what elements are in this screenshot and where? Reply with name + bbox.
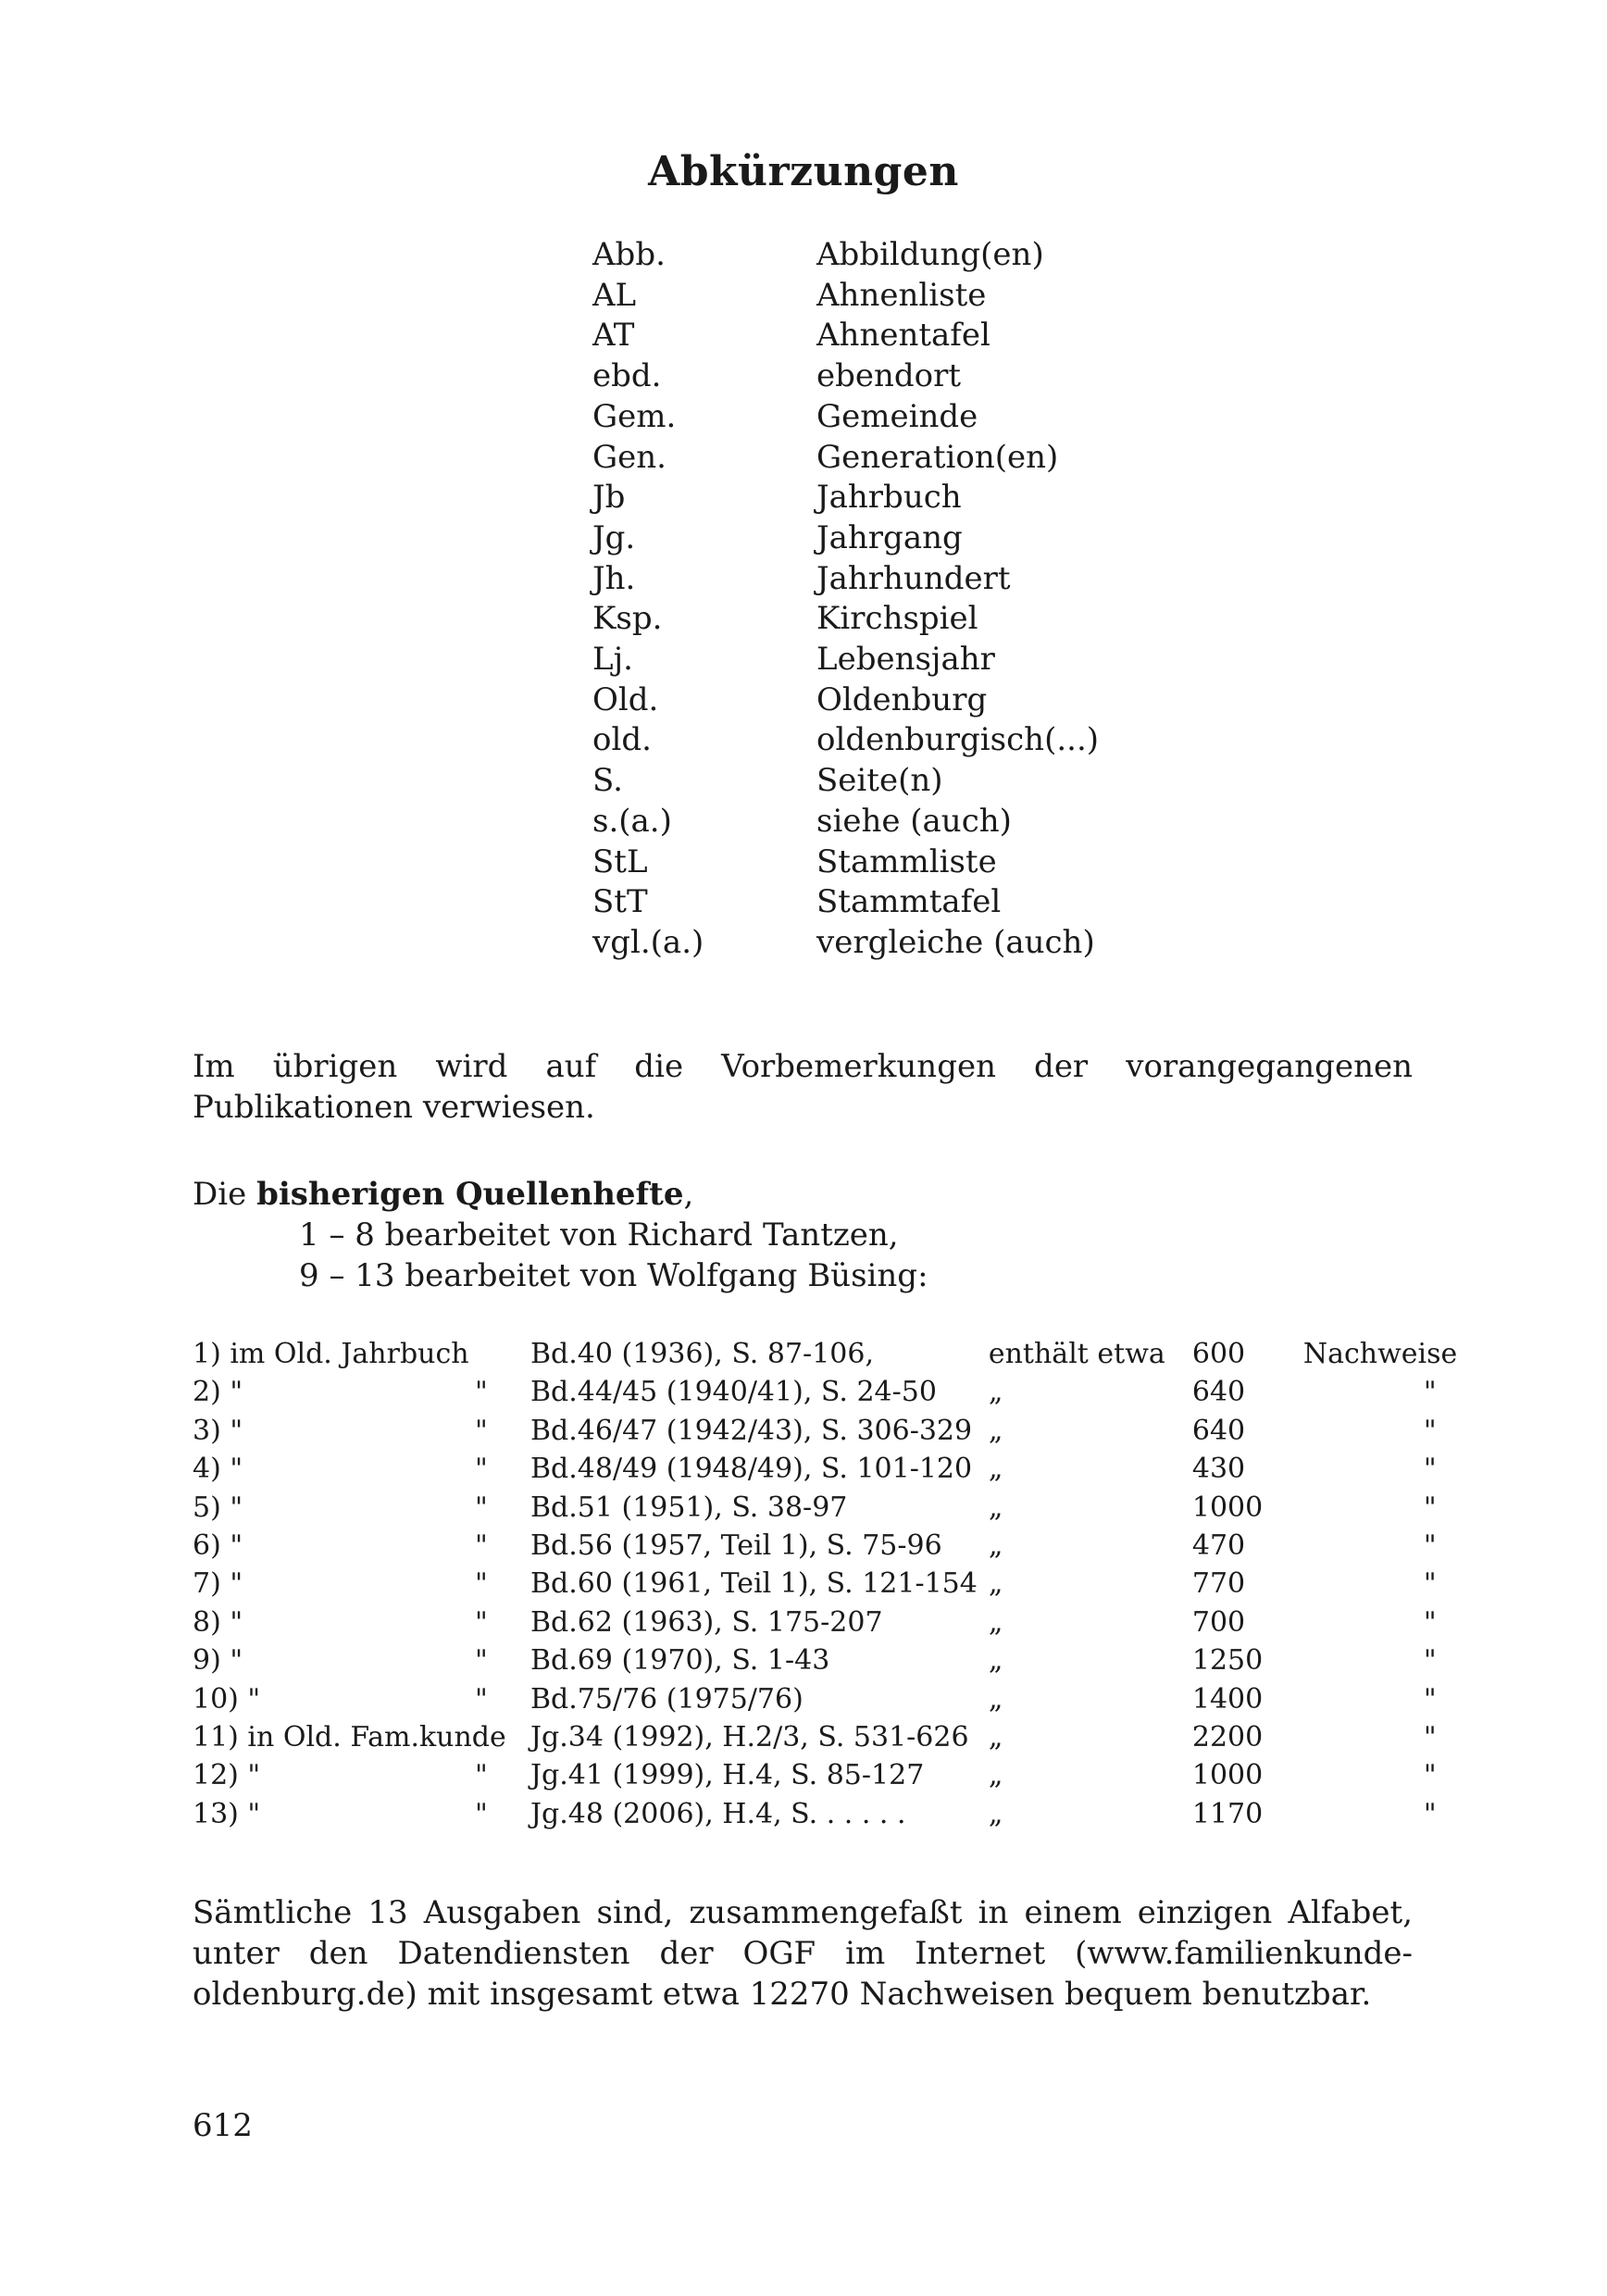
source-ditto-mark: " — [475, 1414, 488, 1447]
abbreviation-row — [592, 923, 1099, 964]
abbreviation-row — [592, 761, 1099, 802]
abbreviation-meaning: Stammliste — [816, 842, 997, 880]
abbreviation-meaning: Gemeinde — [816, 397, 978, 435]
source-ditto-mark: " — [475, 1376, 488, 1409]
source-count: 1400 — [1191, 1682, 1264, 1716]
source-number — [193, 1335, 530, 1373]
source-reference: Jg.48 (2006), H.4, S. . . . . . — [530, 1797, 906, 1830]
source-note: enthält etwa — [988, 1338, 1165, 1370]
abbreviation-term: StT — [592, 883, 648, 921]
source-row — [193, 1489, 1590, 1527]
abbreviation-term: Lj. — [592, 641, 633, 679]
abbreviation-meaning: ebendort — [816, 357, 962, 395]
source-row — [193, 1565, 1590, 1603]
source-number-label: 8) " — [193, 1605, 243, 1639]
source-row — [193, 1527, 1590, 1565]
abbreviation-meaning: siehe (auch) — [816, 802, 1012, 840]
abbreviation-meaning: Ahnentafel — [816, 317, 990, 355]
abbreviation-meaning: Seite(n) — [816, 762, 943, 800]
source-unit: " — [1423, 1414, 1437, 1447]
abbreviation-term: Abb. — [592, 236, 666, 273]
source-unit: " — [1423, 1682, 1437, 1716]
source-ditto-mark: " — [475, 1567, 488, 1601]
source-note: „ — [988, 1644, 1003, 1678]
source-row — [193, 1795, 1590, 1833]
source-note: „ — [988, 1682, 1003, 1716]
source-count: 1250 — [1191, 1644, 1264, 1678]
source-note: „ — [988, 1759, 1003, 1792]
source-reference: Bd.56 (1957, Teil 1), S. 75-96 — [530, 1529, 942, 1563]
source-row — [193, 1450, 1590, 1488]
sources-heading-bold: bisherigen Quellenhefte — [256, 1176, 684, 1213]
source-count: 640 — [1191, 1414, 1246, 1447]
abbreviation-row — [592, 720, 1099, 761]
abbreviation-row — [592, 842, 1099, 883]
abbreviation-row — [592, 599, 1099, 640]
abbreviation-term: Jg. — [592, 518, 636, 556]
abbreviation-term: Gem. — [592, 397, 677, 435]
abbreviation-term: s.(a.) — [592, 802, 672, 840]
sources-heading-prefix: Die — [193, 1176, 257, 1213]
source-row — [193, 1335, 1590, 1373]
source-number-label: 12) " — [193, 1759, 261, 1792]
page-title: Abkürzungen — [648, 148, 959, 195]
source-ditto-mark: " — [475, 1682, 488, 1716]
source-count: 430 — [1191, 1453, 1246, 1486]
source-unit: " — [1423, 1759, 1437, 1792]
source-number-label: 6) " — [193, 1529, 243, 1563]
source-row — [193, 1412, 1590, 1450]
source-ditto-mark: " — [475, 1491, 488, 1524]
source-row — [193, 1680, 1590, 1718]
source-unit: " — [1423, 1721, 1437, 1754]
abbreviation-meaning: Kirchspiel — [816, 600, 978, 638]
abbreviation-term: AT — [592, 317, 635, 355]
source-ditto-mark: " — [475, 1453, 488, 1486]
abbreviation-term: ebd. — [592, 357, 662, 395]
source-note: „ — [988, 1414, 1003, 1447]
sources-heading-suffix: , — [683, 1176, 694, 1213]
source-unit: " — [1423, 1453, 1437, 1486]
source-number-label: 3) " — [193, 1414, 243, 1447]
source-reference: Bd.46/47 (1942/43), S. 306-329 — [530, 1414, 973, 1447]
abbreviation-meaning: Jahrbuch — [816, 479, 962, 517]
abbreviation-row — [592, 640, 1099, 680]
abbreviation-row — [592, 438, 1099, 479]
source-number — [193, 1795, 530, 1833]
source-row — [193, 1641, 1590, 1679]
abbreviation-meaning: Abbildung(en) — [816, 236, 1044, 273]
source-number — [193, 1527, 530, 1565]
abbreviation-row — [592, 478, 1099, 518]
source-count: 700 — [1191, 1605, 1246, 1639]
source-reference: Bd.60 (1961, Teil 1), S. 121-154 — [530, 1567, 978, 1601]
source-ditto-mark: " — [475, 1529, 488, 1563]
abbreviation-term: Ksp. — [592, 600, 663, 638]
abbreviation-meaning: vergleiche (auch) — [816, 923, 1095, 961]
source-number — [193, 1756, 530, 1794]
source-count: 470 — [1191, 1529, 1246, 1563]
source-number — [193, 1718, 530, 1756]
source-reference: Bd.44/45 (1940/41), S. 24-50 — [530, 1376, 937, 1409]
source-unit: " — [1423, 1797, 1437, 1830]
abbreviation-row — [592, 276, 1099, 317]
abbreviation-row — [592, 316, 1099, 356]
source-number — [193, 1373, 530, 1411]
source-ditto-mark: " — [475, 1797, 488, 1830]
source-number — [193, 1412, 530, 1450]
source-ditto-mark: " — [475, 1605, 488, 1639]
closing-paragraph: Sämtliche 13 Ausgaben sind, zusammengefaßt in einem einzigen Alfabet, unter den Datendiensten der OGF im Internet (www.familienkunde-oldenburg.de) mit insgesamt etwa 12270 Nachweisen bequem benutzbar. — [193, 1894, 1413, 2013]
source-count: 2200 — [1191, 1721, 1264, 1754]
sources-editor-line-1: 1 – 8 bearbeitet von Richard Tantzen, — [299, 1217, 899, 1254]
source-number-label: 7) " — [193, 1567, 243, 1601]
abbreviation-row — [592, 559, 1099, 600]
abbreviation-row — [592, 882, 1099, 923]
abbreviation-row — [592, 802, 1099, 842]
source-note: „ — [988, 1797, 1003, 1830]
source-unit: " — [1423, 1376, 1437, 1409]
page-number: 612 — [193, 2107, 253, 2144]
abbreviation-meaning: Oldenburg — [816, 680, 988, 718]
source-reference: Bd.40 (1936), S. 87-106, — [530, 1338, 874, 1370]
source-reference: Jg.41 (1999), H.4, S. 85-127 — [530, 1759, 925, 1792]
source-number-label: 1) im Old. Jahrbuch — [193, 1338, 469, 1370]
abbreviation-term: Gen. — [592, 438, 666, 476]
source-unit: " — [1423, 1567, 1437, 1601]
abbreviation-meaning: Stammtafel — [816, 883, 1002, 921]
source-ditto-mark: " — [475, 1644, 488, 1678]
source-unit: " — [1423, 1644, 1437, 1678]
abbreviation-meaning: Lebensjahr — [816, 641, 995, 679]
source-number-label: 4) " — [193, 1453, 243, 1486]
source-number-label: 5) " — [193, 1491, 243, 1524]
abbreviation-term: Old. — [592, 680, 659, 718]
sources-table — [193, 1335, 1590, 1833]
source-unit: " — [1423, 1605, 1437, 1639]
source-number — [193, 1603, 530, 1641]
source-number — [193, 1565, 530, 1603]
source-row — [193, 1718, 1590, 1756]
abbreviation-meaning: Jahrhundert — [816, 559, 1011, 597]
source-note: „ — [988, 1376, 1003, 1409]
source-ditto-mark: " — [475, 1759, 488, 1792]
source-number-label: 10) " — [193, 1682, 261, 1716]
abbreviation-term: Jb — [592, 479, 626, 517]
source-reference: Bd.62 (1963), S. 175-207 — [530, 1605, 883, 1639]
source-number — [193, 1450, 530, 1488]
source-note: „ — [988, 1529, 1003, 1563]
source-number-label: 2) " — [193, 1376, 243, 1409]
source-reference: Bd.51 (1951), S. 38-97 — [530, 1491, 848, 1524]
abbreviation-table — [592, 235, 1099, 964]
source-count: 1000 — [1191, 1759, 1264, 1792]
abbreviation-meaning: Jahrgang — [816, 518, 963, 556]
source-unit: " — [1423, 1491, 1437, 1524]
source-count: 600 — [1191, 1338, 1246, 1370]
abbreviation-meaning: oldenburgisch(...) — [816, 721, 1100, 759]
source-reference: Bd.75/76 (1975/76) — [530, 1682, 804, 1716]
abbreviation-row — [592, 680, 1099, 721]
source-reference: Bd.69 (1970), S. 1-43 — [530, 1644, 830, 1678]
source-number-label: 9) " — [193, 1644, 243, 1678]
source-note: „ — [988, 1605, 1003, 1639]
source-reference: Jg.34 (1992), H.2/3, S. 531-626 — [530, 1721, 969, 1754]
source-number — [193, 1641, 530, 1679]
source-row — [193, 1756, 1590, 1794]
source-count: 770 — [1191, 1567, 1246, 1601]
source-number-label: 13) " — [193, 1797, 261, 1830]
source-reference: Bd.48/49 (1948/49), S. 101-120 — [530, 1453, 973, 1486]
source-count: 1000 — [1191, 1491, 1264, 1524]
abbreviation-term: Jh. — [592, 559, 636, 597]
abbreviation-term: AL — [592, 276, 637, 314]
intro-paragraph: Im übrigen wird auf die Vorbemerkungen der vorangegangenen Publikationen verwiesen. — [193, 1048, 1413, 1126]
abbreviation-meaning: Generation(en) — [816, 438, 1059, 476]
abbreviation-term: vgl.(a.) — [592, 923, 704, 961]
source-count: 1170 — [1191, 1797, 1264, 1830]
source-number — [193, 1680, 530, 1718]
abbreviation-term: old. — [592, 721, 652, 759]
abbreviation-term: S. — [592, 762, 623, 800]
abbreviation-term: StL — [592, 842, 648, 880]
sources-heading — [193, 1174, 1413, 1296]
source-number-label: 11) in Old. Fam.kunde — [193, 1721, 506, 1754]
source-number — [193, 1489, 530, 1527]
abbreviation-row — [592, 397, 1099, 438]
source-note: „ — [988, 1721, 1003, 1754]
sources-editor-line-2: 9 – 13 bearbeitet von Wolfgang Büsing: — [299, 1257, 928, 1294]
abbreviation-row — [592, 235, 1099, 276]
source-row — [193, 1603, 1590, 1641]
source-unit: " — [1423, 1529, 1437, 1563]
abbreviation-row — [592, 356, 1099, 397]
source-note: „ — [988, 1453, 1003, 1486]
source-unit: Nachweise — [1302, 1338, 1458, 1370]
abbreviation-row — [592, 518, 1099, 559]
source-count: 640 — [1191, 1376, 1246, 1409]
source-note: „ — [988, 1491, 1003, 1524]
abbreviation-meaning: Ahnenliste — [816, 276, 987, 314]
source-note: „ — [988, 1567, 1003, 1601]
source-row — [193, 1373, 1590, 1411]
